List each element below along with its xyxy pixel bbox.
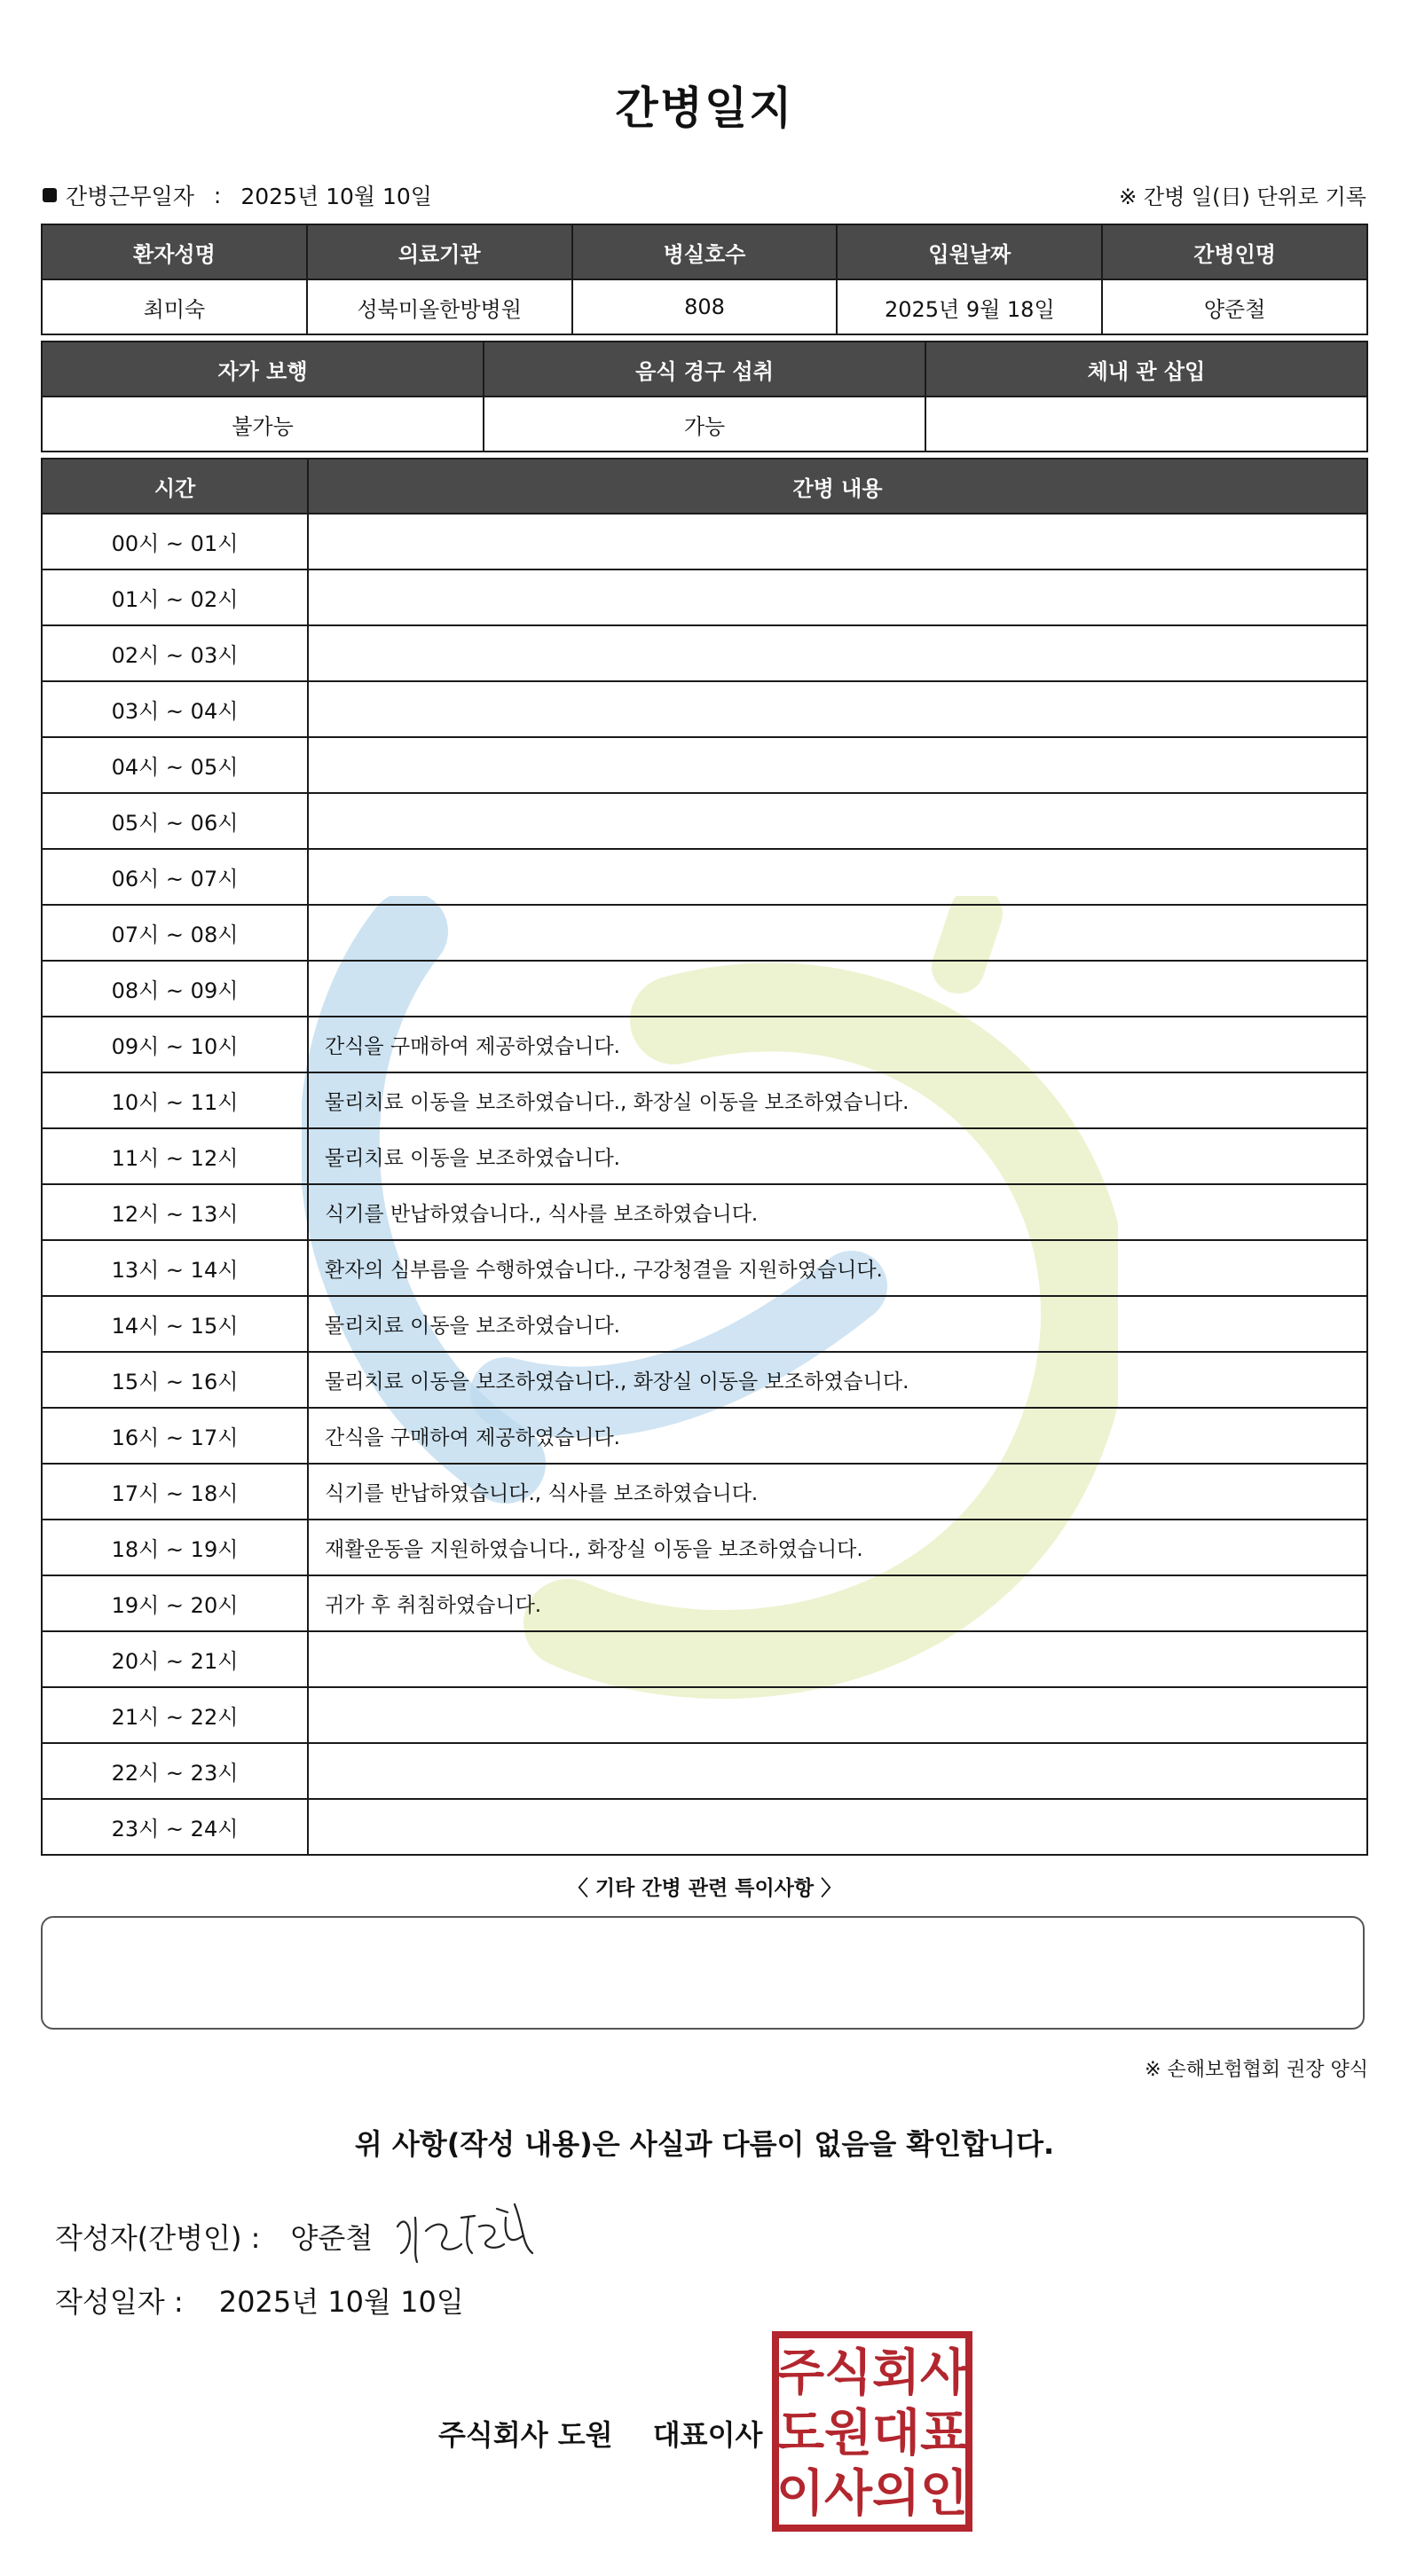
seal-glyph: 인 [919, 2465, 969, 2523]
seal-glyph: 사 [823, 2465, 873, 2523]
seal-glyph: 주 [775, 2344, 825, 2402]
log-row [42, 905, 1367, 961]
log-time: 19시 ~ 20시 [42, 1575, 308, 1631]
log-row [42, 1464, 1367, 1520]
log-content: 물리치료 이동을 보조하였습니다., 화장실 이동을 보조하였습니다. [308, 1072, 1367, 1128]
log-content: 귀가 후 취침하였습니다. [308, 1575, 1367, 1631]
log-content [308, 1799, 1367, 1855]
patient-header-row [42, 224, 1367, 279]
unit-note: ※ 간병 일(日) 단위로 기록 [1119, 185, 1366, 209]
header-walking: 자가 보행 [42, 342, 484, 397]
confirmation-statement: 위 사항(작성 내용)은 사실과 다름이 없음을 확인합니다. [354, 2127, 1055, 2161]
seal-glyph: 회 [871, 2344, 921, 2402]
walking-status: 불가능 [42, 397, 484, 452]
handwritten-signature-icon [390, 2191, 559, 2271]
log-row [42, 1575, 1367, 1631]
recommendation-note: ※ 손해보험협회 권장 양식 [1145, 2059, 1368, 2081]
log-time: 09시 ~ 10시 [42, 1017, 308, 1072]
log-time: 15시 ~ 16시 [42, 1352, 308, 1408]
log-time: 01시 ~ 02시 [42, 569, 308, 625]
log-content: 식기를 반납하였습니다., 식사를 보조하였습니다. [308, 1464, 1367, 1520]
log-time: 12시 ~ 13시 [42, 1184, 308, 1240]
log-time: 22시 ~ 23시 [42, 1743, 308, 1799]
log-row [42, 849, 1367, 905]
seal-glyph: 원 [823, 2405, 873, 2462]
page-title: 간병일지 [615, 82, 794, 134]
log-row [42, 1240, 1367, 1296]
log-time: 14시 ~ 15시 [42, 1296, 308, 1352]
status-value-row [42, 397, 1367, 452]
log-row [42, 1072, 1367, 1128]
header-time: 시간 [42, 459, 308, 514]
company-name: 주식회사 도원 [438, 2418, 613, 2452]
log-content [308, 1631, 1367, 1687]
header-care-content: 간병 내용 [308, 459, 1367, 514]
log-time: 13시 ~ 14시 [42, 1240, 308, 1296]
header-hospital: 의료기관 [307, 224, 572, 279]
log-row [42, 1296, 1367, 1352]
seal-glyph: 이 [775, 2465, 825, 2523]
log-row [42, 681, 1367, 737]
patient-name: 최미숙 [42, 279, 307, 334]
log-content [308, 737, 1367, 793]
log-content [308, 905, 1367, 961]
log-content: 간식을 구매하여 제공하였습니다. [308, 1408, 1367, 1464]
write-date-row [55, 2280, 464, 2321]
log-time: 18시 ~ 19시 [42, 1520, 308, 1575]
log-content [308, 681, 1367, 737]
tube-insertion-status [925, 397, 1367, 452]
work-date-separator: : [213, 182, 222, 208]
company-role: 대표이사 [652, 2418, 763, 2452]
seal-glyph: 도 [775, 2405, 825, 2462]
log-row [42, 1184, 1367, 1240]
log-row [42, 1520, 1367, 1575]
log-row [42, 793, 1367, 849]
log-content: 간식을 구매하여 제공하였습니다. [308, 1017, 1367, 1072]
seal-glyph: 사 [919, 2344, 969, 2402]
bullet-square-icon [43, 188, 57, 202]
log-time: 02시 ~ 03시 [42, 625, 308, 681]
log-row [42, 1799, 1367, 1855]
header-oral-intake: 음식 경구 섭취 [484, 342, 925, 397]
log-time: 00시 ~ 01시 [42, 514, 308, 569]
log-header-row [42, 459, 1367, 514]
write-date-value: 2025년 10월 10일 [218, 2285, 464, 2319]
hospital-name: 성북미올한방병원 [307, 279, 572, 334]
log-time: 10시 ~ 11시 [42, 1072, 308, 1128]
log-time: 23시 ~ 24시 [42, 1799, 308, 1855]
log-content [308, 625, 1367, 681]
seal-glyph: 의 [871, 2465, 921, 2523]
log-content: 물리치료 이동을 보조하였습니다. [308, 1128, 1367, 1184]
oral-intake-status: 가능 [484, 397, 925, 452]
patient-info-table [41, 224, 1368, 335]
writer-label: 작성자(간병인) : [55, 2221, 261, 2255]
log-row [42, 737, 1367, 793]
log-row [42, 625, 1367, 681]
work-date [43, 179, 432, 211]
log-content [308, 569, 1367, 625]
work-date-label: 간병근무일자 [66, 184, 194, 209]
log-content [308, 1687, 1367, 1743]
notes-title: 〈 기타 간병 관련 특이사항 〉 [567, 1877, 842, 1900]
log-row [42, 1128, 1367, 1184]
log-time: 04시 ~ 05시 [42, 737, 308, 793]
room-number: 808 [572, 279, 838, 334]
seal-glyph: 표 [919, 2405, 969, 2462]
patient-value-row [42, 279, 1367, 334]
log-row [42, 569, 1367, 625]
log-row [42, 1631, 1367, 1687]
patient-status-table [41, 341, 1368, 452]
header-admission-date: 입원날짜 [837, 224, 1102, 279]
log-time: 17시 ~ 18시 [42, 1464, 308, 1520]
header-patient-name: 환자성명 [42, 224, 307, 279]
log-time: 21시 ~ 22시 [42, 1687, 308, 1743]
status-header-row [42, 342, 1367, 397]
log-content [308, 514, 1367, 569]
log-content: 식기를 반납하였습니다., 식사를 보조하였습니다. [308, 1184, 1367, 1240]
log-content [308, 793, 1367, 849]
log-row [42, 1743, 1367, 1799]
log-content [308, 1743, 1367, 1799]
log-content: 물리치료 이동을 보조하였습니다. [308, 1296, 1367, 1352]
company-seal-icon [772, 2331, 972, 2532]
log-row [42, 1687, 1367, 1743]
log-content [308, 849, 1367, 905]
caregiver-name: 양준철 [1102, 279, 1367, 334]
header-caregiver-name: 간병인명 [1102, 224, 1367, 279]
admission-date: 2025년 9월 18일 [837, 279, 1102, 334]
log-time: 16시 ~ 17시 [42, 1408, 308, 1464]
log-time: 20시 ~ 21시 [42, 1631, 308, 1687]
log-time: 07시 ~ 08시 [42, 905, 308, 961]
log-content: 재활운동을 지원하였습니다., 화장실 이동을 보조하였습니다. [308, 1520, 1367, 1575]
log-row [42, 961, 1367, 1017]
log-content [308, 961, 1367, 1017]
writer-row [55, 2216, 373, 2257]
hourly-log-table [41, 458, 1368, 1856]
notes-box [41, 1916, 1365, 2030]
log-row [42, 1352, 1367, 1408]
log-content: 물리치료 이동을 보조하였습니다., 화장실 이동을 보조하였습니다. [308, 1352, 1367, 1408]
log-time: 05시 ~ 06시 [42, 793, 308, 849]
company-line [438, 2413, 762, 2454]
seal-glyph: 대 [871, 2405, 921, 2462]
header-room: 병실호수 [572, 224, 838, 279]
log-time: 08시 ~ 09시 [42, 961, 308, 1017]
log-row [42, 1408, 1367, 1464]
log-time: 11시 ~ 12시 [42, 1128, 308, 1184]
write-date-label: 작성일자 : [55, 2285, 184, 2319]
seal-glyph: 식 [823, 2344, 873, 2402]
log-time: 03시 ~ 04시 [42, 681, 308, 737]
log-row [42, 514, 1367, 569]
log-content: 환자의 심부름을 수행하였습니다., 구강청결을 지원하였습니다. [308, 1240, 1367, 1296]
header-tube-insertion: 체내 관 삽입 [925, 342, 1367, 397]
work-date-value: 2025년 10월 10일 [240, 184, 432, 209]
log-time: 06시 ~ 07시 [42, 849, 308, 905]
writer-name: 양준철 [290, 2221, 374, 2255]
log-row [42, 1017, 1367, 1072]
